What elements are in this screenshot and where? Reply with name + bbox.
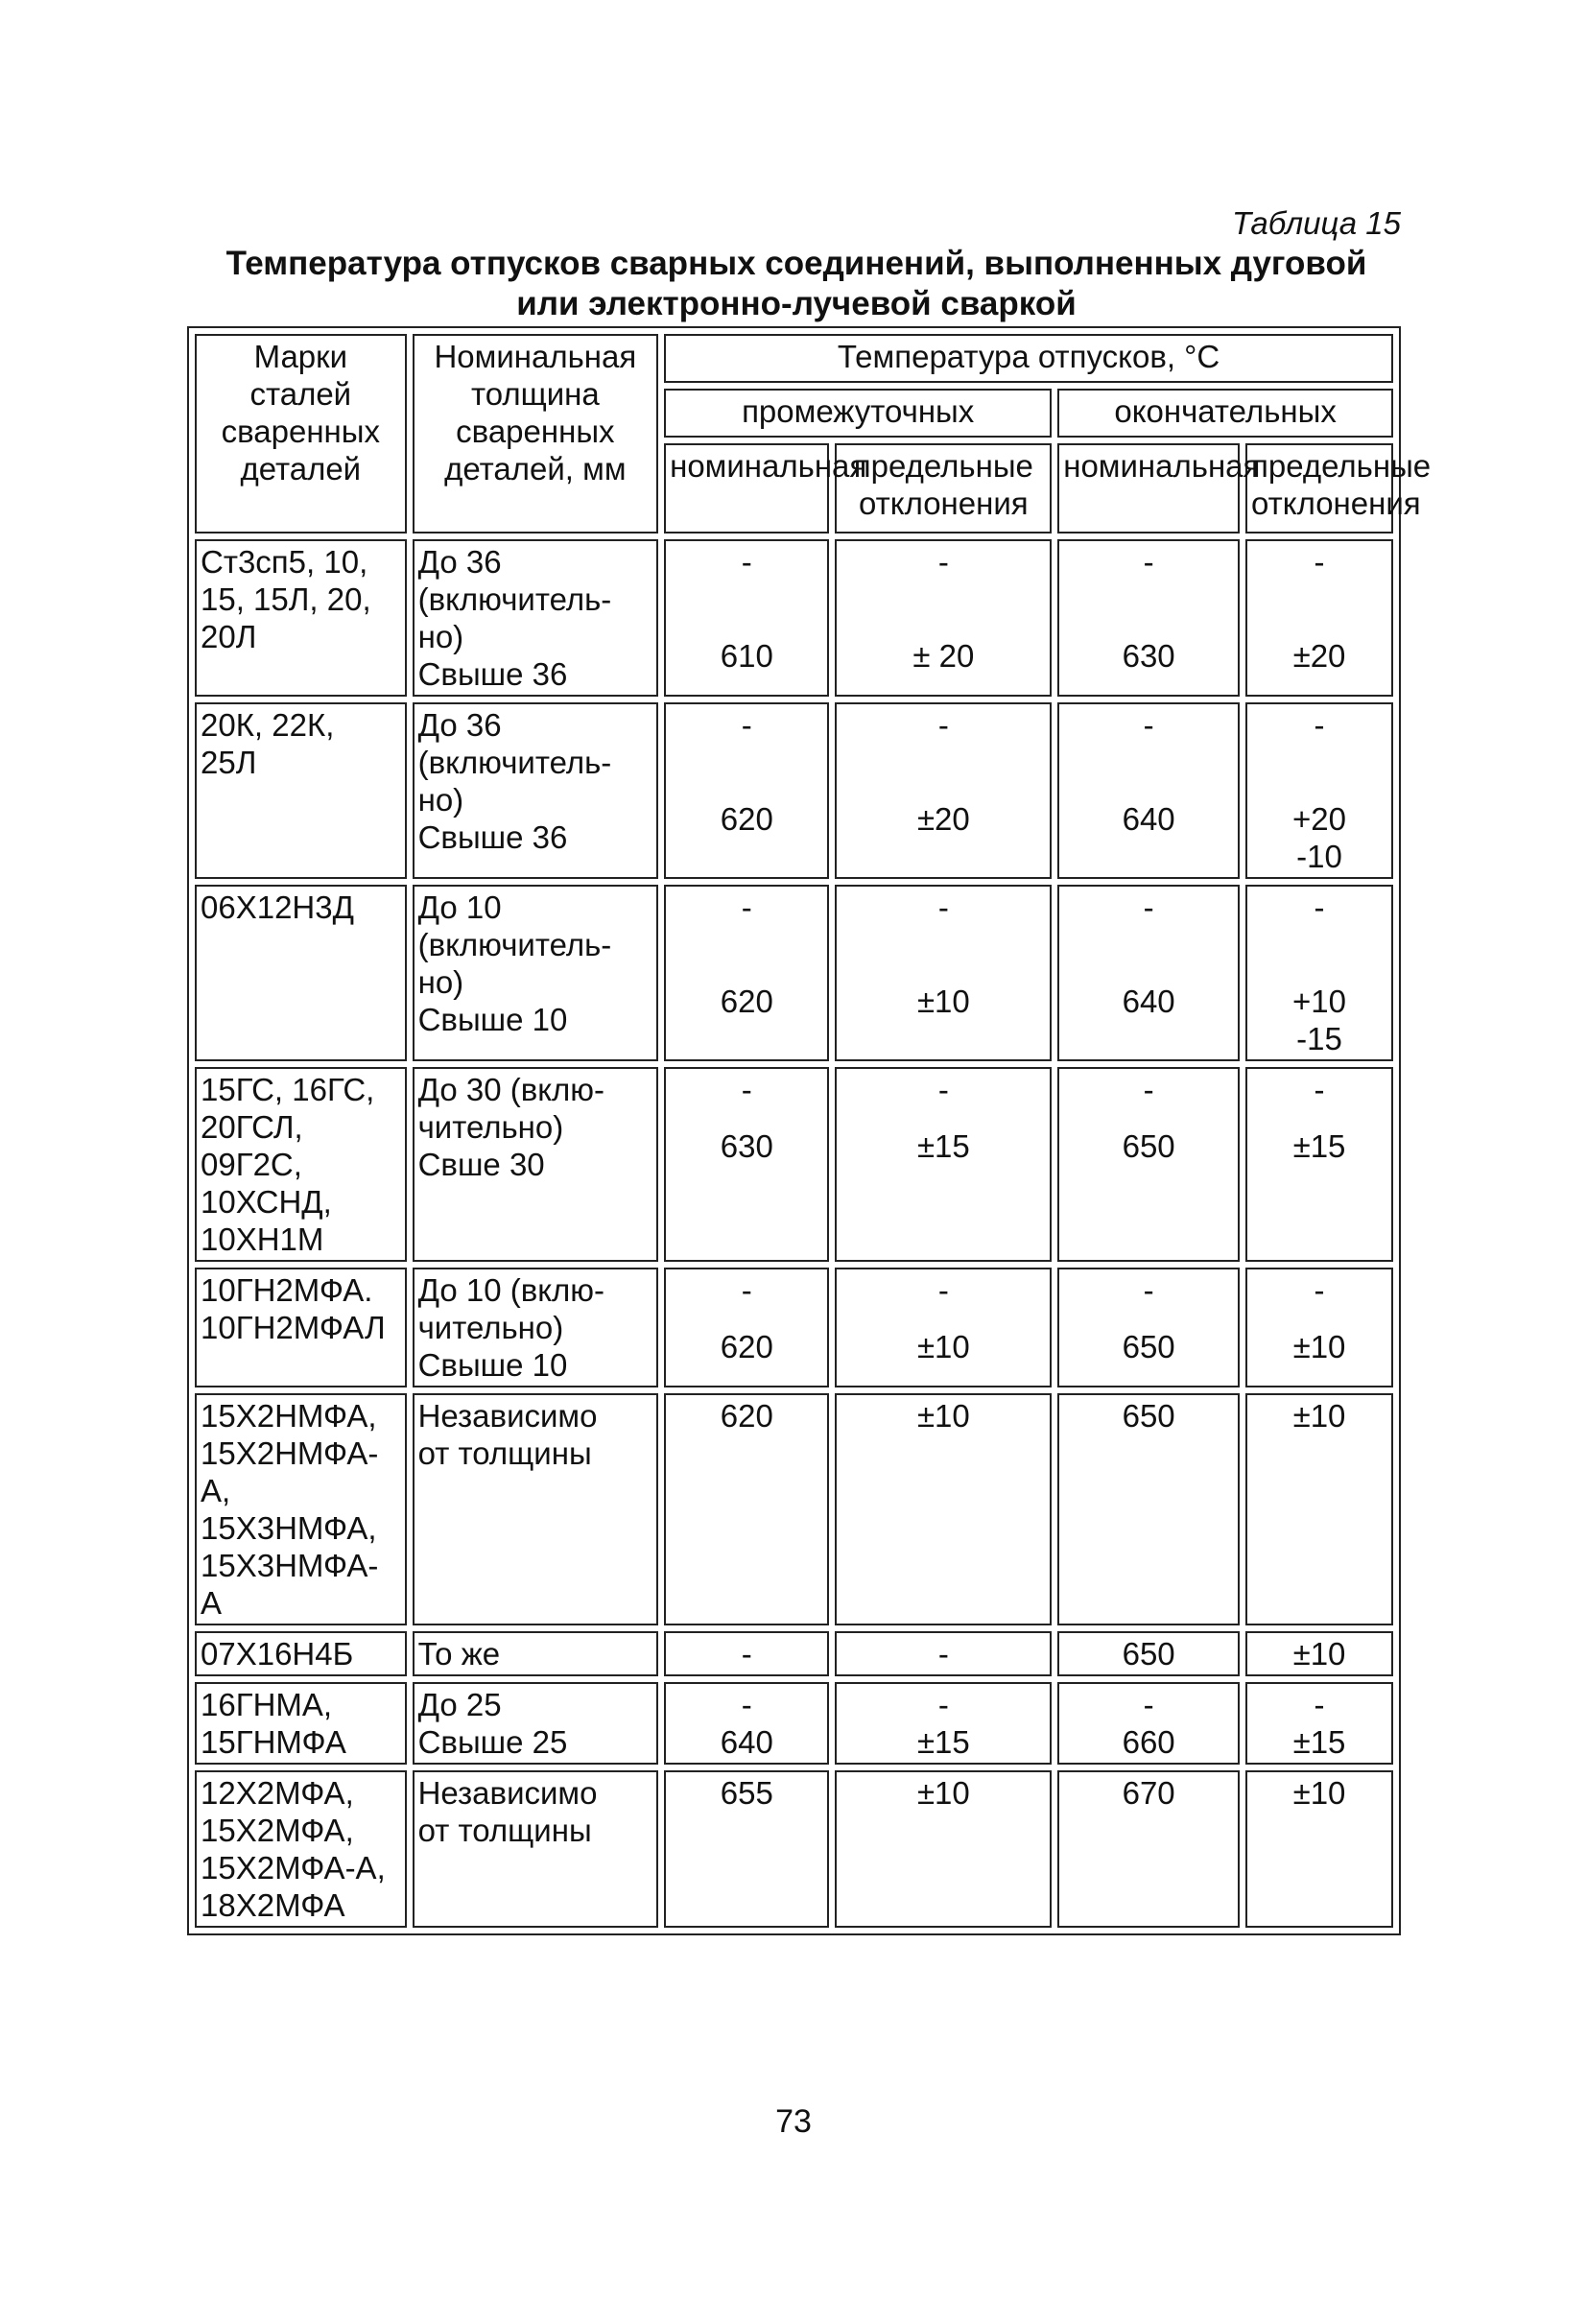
cell-line: +10 <box>1292 984 1346 1019</box>
table-row <box>195 885 1393 1061</box>
cell-nominal-final <box>1057 885 1240 1061</box>
cell-deviation-intermediate <box>835 1631 1052 1676</box>
cell-line: 620 <box>720 1398 773 1434</box>
cell-line: Свыше 36 <box>417 819 568 855</box>
cell-thickness <box>413 1631 659 1676</box>
cell-line: 18Х2МФА <box>201 1887 345 1923</box>
cell-deviation-final <box>1245 1067 1393 1262</box>
cell-line: +20 <box>1292 801 1346 837</box>
cell-nominal-final <box>1057 539 1240 697</box>
cell-line: -15 <box>1296 1021 1342 1056</box>
cell-line: Свыше 10 <box>417 1347 568 1383</box>
cell-line: До 30 (вклю- <box>417 1072 605 1107</box>
cell-line: 10ХСНД, <box>201 1184 332 1220</box>
cell-line: ±20 <box>1292 638 1346 674</box>
cell-line: - <box>741 1072 752 1107</box>
cell-line: 15Х3НМФА, <box>201 1510 377 1546</box>
cell-line: 650 <box>1122 1128 1175 1164</box>
cell-deviation-final <box>1245 885 1393 1061</box>
cell-line: но) <box>417 964 464 1000</box>
cell-line: но) <box>417 782 464 818</box>
cell-deviation-intermediate <box>835 702 1052 879</box>
cell-line: ±15 <box>1292 1724 1346 1760</box>
cell-line: 15Х3НМФА- <box>201 1548 379 1583</box>
cell-line: - <box>1314 1687 1325 1722</box>
cell-line: - <box>741 1687 752 1722</box>
cell-line: 650 <box>1122 1636 1175 1672</box>
cell-line: (включитель- <box>417 581 612 617</box>
cell-line: До 25 <box>417 1687 502 1722</box>
cell-line: (включитель- <box>417 927 612 962</box>
cell-line: 620 <box>720 801 773 837</box>
table-row <box>195 1393 1393 1625</box>
cell-line: 06Х12Н3Д <box>201 889 354 925</box>
cell-line: До 10 <box>417 889 502 925</box>
cell-deviation-intermediate <box>835 539 1052 697</box>
cell-nominal-final <box>1057 1631 1240 1676</box>
cell-line: 10ГН2МФАЛ <box>201 1310 386 1345</box>
cell-line: - <box>741 544 752 580</box>
cell-line: 620 <box>720 1329 773 1364</box>
temperature-table <box>187 326 1432 1935</box>
cell-line: чительно) <box>417 1310 564 1345</box>
cell-line: - <box>937 544 949 580</box>
cell-line: Свыше 25 <box>417 1724 568 1760</box>
table-row <box>195 539 1393 697</box>
cell-line: До 10 (вклю- <box>417 1272 605 1308</box>
cell-deviation-intermediate <box>835 1682 1052 1765</box>
cell-line: - <box>741 889 752 925</box>
cell-thickness <box>413 1393 659 1625</box>
cell-thickness <box>413 539 659 697</box>
table-row <box>195 1631 1393 1676</box>
cell-line: - <box>1314 707 1325 743</box>
cell-line: 630 <box>720 1128 773 1164</box>
cell-line: ±10 <box>916 1775 970 1811</box>
cell-line: 630 <box>1122 638 1175 674</box>
cell-line: 09Г2С, <box>201 1147 302 1182</box>
cell-line: А, <box>201 1473 231 1508</box>
cell-line: 660 <box>1122 1724 1175 1760</box>
cell-steel-grade <box>195 1682 407 1765</box>
cell-line: 16ГНМА, <box>201 1687 333 1722</box>
table-row <box>195 1682 1393 1765</box>
cell-deviation-intermediate <box>835 1268 1052 1387</box>
cell-line: ±10 <box>1292 1398 1346 1434</box>
cell-line: 15, 15Л, 20, <box>201 581 371 617</box>
cell-line: Независимо <box>417 1775 598 1811</box>
cell-steel-grade <box>195 539 407 697</box>
cell-line: ±15 <box>1292 1128 1346 1164</box>
cell-line: - <box>937 1272 949 1308</box>
cell-thickness <box>413 1682 659 1765</box>
cell-line: 12Х2МФА, <box>201 1775 354 1811</box>
cell-steel-grade <box>195 885 407 1061</box>
cell-nominal-final <box>1057 1770 1240 1928</box>
cell-line: - <box>1314 1272 1325 1308</box>
cell-line: - <box>1143 889 1154 925</box>
cell-line: ±10 <box>916 1329 970 1364</box>
cell-line: 650 <box>1122 1398 1175 1434</box>
cell-thickness <box>413 1067 659 1262</box>
cell-line: До 36 <box>417 544 502 580</box>
cell-line: от толщины <box>417 1813 592 1848</box>
cell-nominal-intermediate <box>664 1393 829 1625</box>
cell-line: 15Х2МФА-А, <box>201 1850 386 1885</box>
title-line-1: Температура отпусков сварных соединений, выполненных дуговой <box>225 245 1367 282</box>
cell-line: ±10 <box>1292 1775 1346 1811</box>
cell-line: -10 <box>1296 839 1342 874</box>
cell-line: 10ХН1М <box>201 1221 324 1257</box>
header-final: окончательных <box>1057 389 1393 438</box>
cell-line: 15Х2МФА, <box>201 1813 354 1848</box>
header-steel: Марки сталей сваренных деталей <box>195 334 407 534</box>
cell-nominal-final <box>1057 1067 1240 1262</box>
header-temperature: Температура отпусков, °С <box>664 334 1393 383</box>
cell-nominal-intermediate <box>664 1682 829 1765</box>
page-number: 73 <box>775 2103 812 2140</box>
cell-line: Свыше 10 <box>417 1002 568 1037</box>
header-nominal-intermediate: номинальная <box>664 443 829 534</box>
cell-nominal-final <box>1057 1682 1240 1765</box>
header-deviation-intermediate: предельные отклонения <box>835 443 1052 534</box>
cell-line: - <box>937 889 949 925</box>
cell-nominal-intermediate <box>664 885 829 1061</box>
cell-line: 15ГС, 16ГС, <box>201 1072 375 1107</box>
cell-line: - <box>1314 889 1325 925</box>
cell-line: То же <box>417 1636 501 1672</box>
cell-line: - <box>1143 1272 1154 1308</box>
cell-line: ±10 <box>916 984 970 1019</box>
cell-line: Свыше 36 <box>417 656 568 692</box>
header-deviation-final: предельные отклонения <box>1245 443 1393 534</box>
cell-line: (включитель- <box>417 745 612 780</box>
header-thickness: Номинальная толщина сваренных деталей, мм <box>413 334 659 534</box>
table-row <box>195 1268 1393 1387</box>
cell-nominal-intermediate <box>664 1631 829 1676</box>
cell-line: ±15 <box>916 1128 970 1164</box>
cell-line: 640 <box>720 1724 773 1760</box>
cell-line: 20Л <box>201 619 257 654</box>
header-nominal-final: номинальная <box>1057 443 1240 534</box>
table-row <box>195 702 1393 879</box>
cell-line: - <box>1143 544 1154 580</box>
cell-nominal-final <box>1057 1393 1240 1625</box>
table-row <box>195 1770 1393 1928</box>
cell-nominal-intermediate <box>664 1268 829 1387</box>
cell-nominal-final <box>1057 702 1240 879</box>
header-row-1 <box>195 334 1393 383</box>
cell-steel-grade <box>195 1393 407 1625</box>
cell-steel-grade <box>195 1770 407 1928</box>
cell-deviation-intermediate <box>835 1770 1052 1928</box>
title-line-2: или электронно-лучевой сваркой <box>516 285 1077 322</box>
cell-deviation-final <box>1245 1770 1393 1928</box>
cell-line: 670 <box>1122 1775 1175 1811</box>
cell-line: 15Х2НМФА, <box>201 1398 377 1434</box>
cell-line: Ст3сп5, 10, <box>201 544 368 580</box>
cell-line: 20К, 22К, <box>201 707 335 743</box>
cell-thickness <box>413 1268 659 1387</box>
cell-line: - <box>1314 544 1325 580</box>
cell-line: 25Л <box>201 745 257 780</box>
cell-line: Свше 30 <box>417 1147 545 1182</box>
cell-nominal-intermediate <box>664 1770 829 1928</box>
cell-line: - <box>937 1636 949 1672</box>
cell-line: - <box>741 707 752 743</box>
cell-line: - <box>937 1687 949 1722</box>
cell-line: - <box>1143 1687 1154 1722</box>
cell-line: - <box>741 1272 752 1308</box>
cell-deviation-final <box>1245 1393 1393 1625</box>
cell-nominal-intermediate <box>664 702 829 879</box>
cell-deviation-intermediate <box>835 1067 1052 1262</box>
cell-line: ± 20 <box>912 638 975 674</box>
cell-line: ±10 <box>1292 1329 1346 1364</box>
cell-deviation-final <box>1245 1268 1393 1387</box>
cell-line: 610 <box>720 638 773 674</box>
cell-line: 650 <box>1122 1329 1175 1364</box>
cell-deviation-intermediate <box>835 1393 1052 1625</box>
cell-deviation-intermediate <box>835 885 1052 1061</box>
cell-line: от толщины <box>417 1435 592 1471</box>
cell-line: но) <box>417 619 464 654</box>
cell-line: 15Х2НМФА- <box>201 1435 379 1471</box>
cell-thickness <box>413 1770 659 1928</box>
cell-line: чительно) <box>417 1109 564 1145</box>
cell-line: - <box>1143 1072 1154 1107</box>
cell-deviation-final <box>1245 1631 1393 1676</box>
cell-deviation-final <box>1245 1682 1393 1765</box>
cell-line: - <box>1143 707 1154 743</box>
cell-nominal-intermediate <box>664 1067 829 1262</box>
cell-line: - <box>1314 1072 1325 1107</box>
cell-line: До 36 <box>417 707 502 743</box>
cell-line: 640 <box>1122 984 1175 1019</box>
cell-deviation-final <box>1245 702 1393 879</box>
cell-steel-grade <box>195 1067 407 1262</box>
cell-nominal-intermediate <box>664 539 829 697</box>
cell-thickness <box>413 702 659 879</box>
table-row <box>195 1067 1393 1262</box>
cell-line: А <box>201 1585 223 1621</box>
cell-line: 640 <box>1122 801 1175 837</box>
cell-steel-grade <box>195 1268 407 1387</box>
cell-line: 10ГН2МФА. <box>201 1272 373 1308</box>
cell-line: 07Х16Н4Б <box>201 1636 354 1672</box>
cell-line: ±20 <box>916 801 970 837</box>
cell-steel-grade <box>195 1631 407 1676</box>
cell-nominal-final <box>1057 1268 1240 1387</box>
cell-steel-grade <box>195 702 407 879</box>
cell-line: 15ГНМФА <box>201 1724 346 1760</box>
cell-line: - <box>937 707 949 743</box>
table-label: Таблица 15 <box>1231 205 1401 241</box>
cell-line: 655 <box>720 1775 773 1811</box>
cell-line: 620 <box>720 984 773 1019</box>
cell-line: - <box>937 1072 949 1107</box>
cell-line: ±10 <box>1292 1636 1346 1672</box>
cell-line: 20ГСЛ, <box>201 1109 303 1145</box>
cell-deviation-final <box>1245 539 1393 697</box>
cell-line: ±15 <box>916 1724 970 1760</box>
cell-line: Независимо <box>417 1398 598 1434</box>
cell-thickness <box>413 885 659 1061</box>
cell-line: ±10 <box>916 1398 970 1434</box>
cell-line: - <box>741 1636 752 1672</box>
table-title <box>187 244 1406 324</box>
header-intermediate: промежуточных <box>664 389 1052 438</box>
